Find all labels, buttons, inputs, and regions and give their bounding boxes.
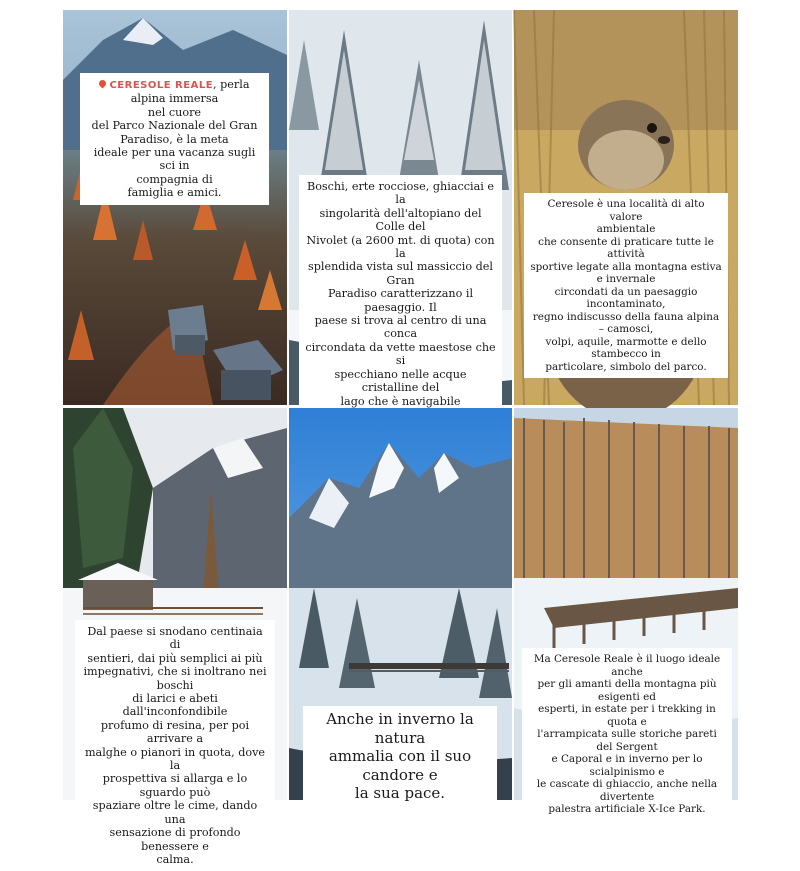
caption-line: del Parco Nazionale del Gran	[91, 119, 258, 133]
caption-line: palestra artificiale X-Ice Park.	[548, 803, 706, 815]
caption-line: famiglia e amici.	[127, 186, 222, 200]
brand-line	[86, 78, 263, 106]
caption-line: le cascate di ghiaccio, anche nella divertente	[536, 778, 718, 803]
caption-line: la sua pace.	[354, 784, 446, 802]
caption-line: l'arrampicata sulle storiche pareti del Sergent	[537, 728, 717, 753]
caption-box	[303, 706, 497, 807]
caption-line: sensazione di profondo benessere e	[109, 826, 241, 853]
caption-line: Nivolet (a 2600 mt. di quota) con la	[306, 233, 495, 261]
caption-box	[75, 620, 275, 871]
caption-line: paese si trova al centro di una conca	[314, 314, 487, 341]
caption-line: ammalia con il suo candore e	[328, 747, 472, 784]
photo-panel-winter-cabin	[63, 408, 287, 866]
caption-line: compagnia di	[136, 172, 213, 186]
caption-line: nel cuore	[147, 105, 202, 119]
caption-line: Boschi, erte rocciose, ghiacciai e la	[306, 180, 495, 207]
caption-line: prospettiva si allarga e lo sguardo può	[102, 772, 248, 799]
caption-box	[522, 648, 732, 821]
caption-line: regno indiscusso della fauna alpina – camosci,	[532, 310, 720, 335]
caption-line: di larici e abeti dall'inconfondibile	[122, 692, 228, 719]
location-pin-icon	[98, 79, 108, 89]
photo-panel-snowy-peaks	[289, 408, 512, 800]
caption-line: Paradiso, è la meta	[120, 132, 229, 146]
caption-line: Ma Ceresole Reale è il luogo ideale anche	[533, 653, 721, 678]
caption-line: ideale per una vacanza sugli sci in	[93, 146, 256, 173]
caption-line: specchiano nelle acque cristalline del	[334, 367, 467, 395]
caption-box	[80, 73, 269, 205]
photo-panel-snowy-forest	[289, 10, 512, 408]
caption-box	[524, 193, 728, 378]
caption-line: splendida vista sul massiccio del Gran	[308, 260, 493, 287]
caption-line: impegnativi, che si inoltrano nei boschi	[83, 665, 267, 692]
caption-line: per gli amanti della montagna più esigenti ed	[537, 678, 717, 703]
brand-label: CERESOLE REALE	[109, 80, 214, 91]
caption-line: ambientale	[596, 223, 656, 235]
caption-line: calma.	[156, 852, 194, 866]
caption-line: spaziare oltre le cime, dando una	[92, 799, 258, 826]
caption-line: e Caporal e in inverno per lo scialpinismo e	[551, 753, 703, 778]
caption-line: Dal paese si snodano centinaia di	[87, 625, 263, 652]
caption-line: sentieri, dai più semplici ai più	[87, 651, 263, 665]
photo-panel-marmot	[514, 10, 738, 405]
photo-panel-larch-forest	[514, 408, 738, 815]
caption-line: singolarità dell'altopiano del Colle del	[319, 206, 482, 234]
caption-line: Paradiso caratterizzano il paesaggio. Il	[327, 287, 474, 314]
caption-line: che consente di praticare tutte le attività	[538, 235, 714, 260]
caption-line: particolare, simbolo del parco.	[545, 360, 707, 373]
caption-line: lago che è navigabile	[340, 394, 461, 408]
caption-box	[299, 175, 502, 440]
caption-line: esperti, in estate per i trekking in quota e	[538, 703, 716, 728]
caption-line: Ceresole è una località di alto valore	[547, 198, 705, 223]
caption-line: circondati da un paesaggio incontaminato,	[554, 285, 698, 310]
caption-line: malghe o pianori in quota, dove la	[84, 745, 266, 773]
caption-line: profumo di resina, per poi arrivare a	[100, 718, 250, 746]
caption-line: circondata da vette maestose che si	[305, 340, 496, 368]
caption-line: , perla alpina immersa	[130, 78, 250, 106]
photo-panel-autumn-valley	[63, 10, 287, 405]
caption-line: Anche in inverno la natura	[326, 710, 474, 747]
caption-line: volpi, aquile, marmotte e dello stambecco in	[545, 335, 707, 360]
caption-line: sportive legate alla montagna estiva e invernale	[530, 260, 722, 285]
autumn-valley-image	[63, 10, 287, 405]
